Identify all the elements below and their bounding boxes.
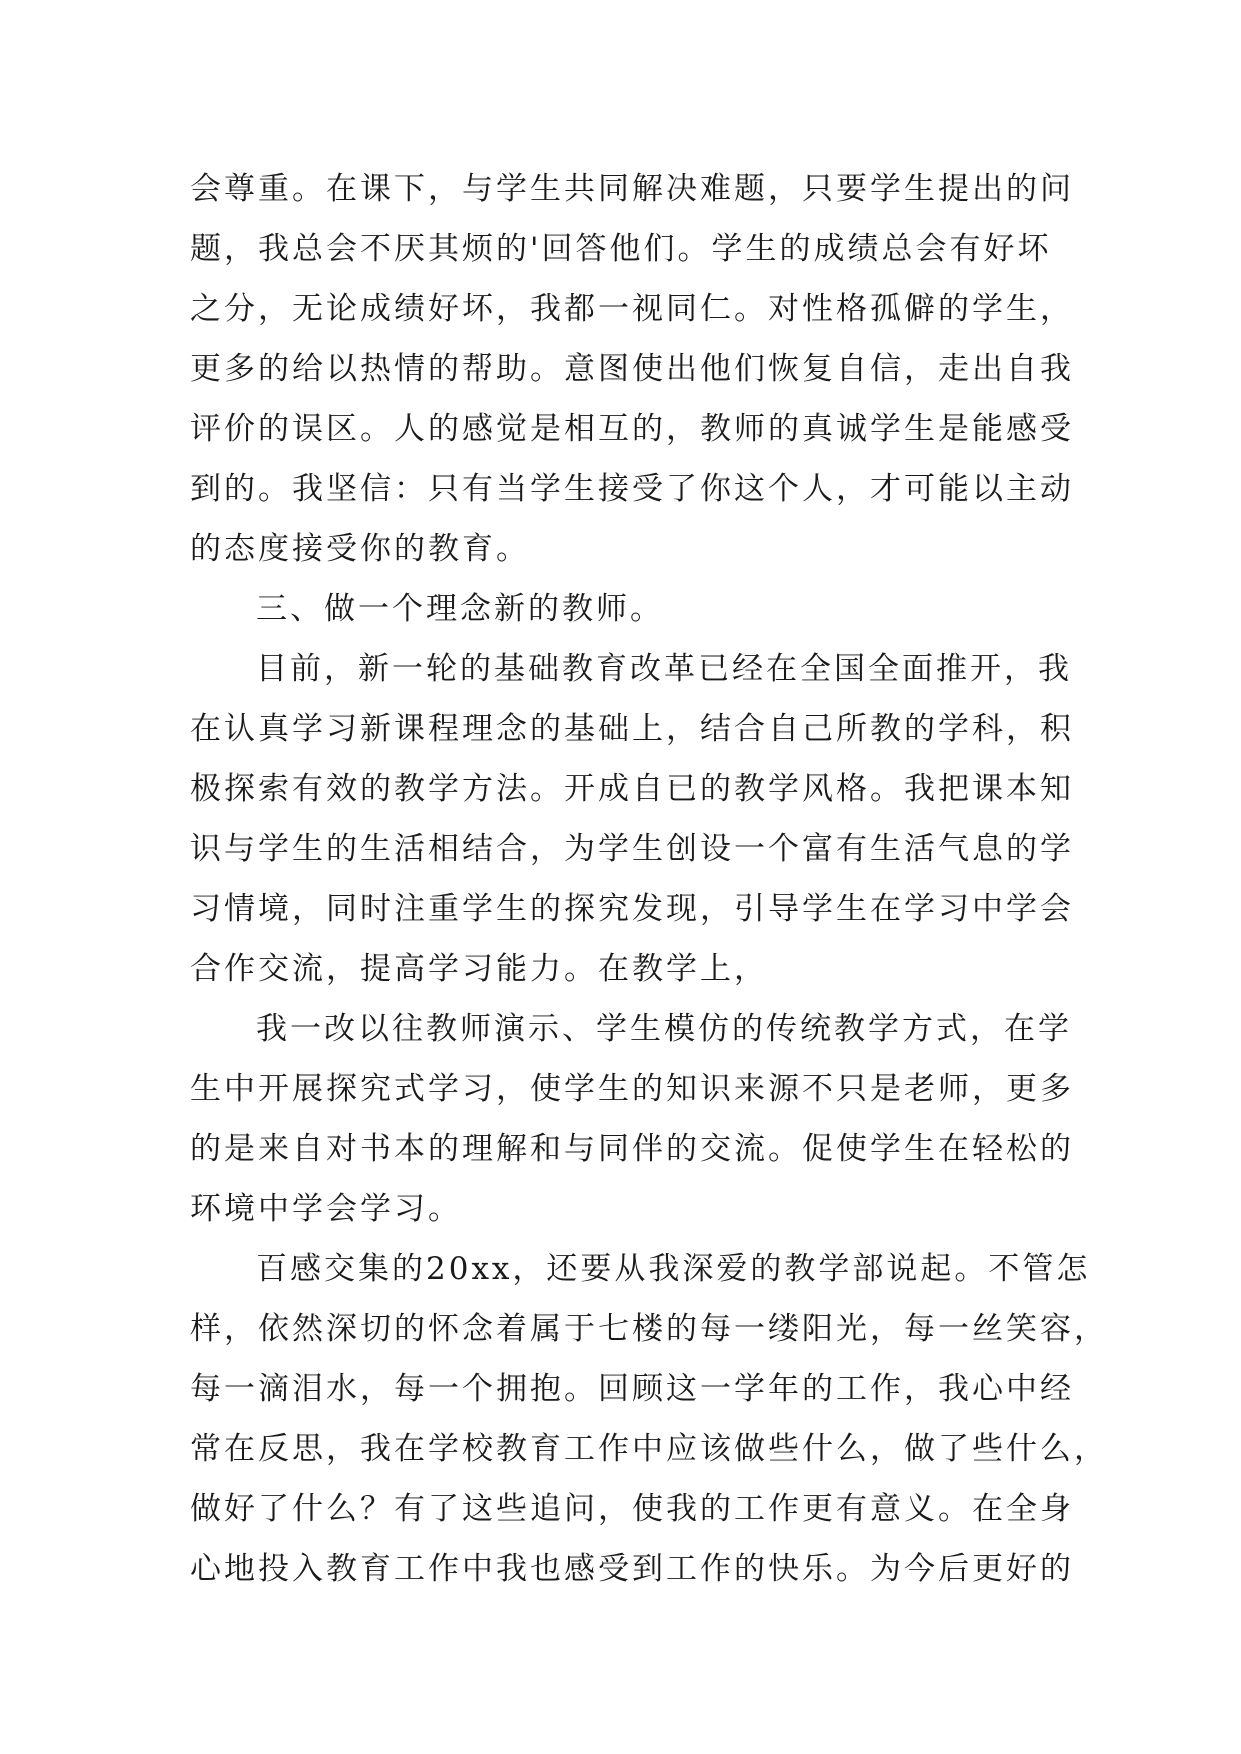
text-line: 常在反思，我在学校教育工作中应该做些什么，做了些什么， xyxy=(190,1431,1108,1467)
text-line: 三、做一个理念新的教师。 xyxy=(256,591,664,627)
text-line: 心地投入教育工作中我也感受到工作的快乐。为今后更好的 xyxy=(190,1551,1074,1587)
text-line: 我一改以往教师演示、学生模仿的传统教学方式，在学 xyxy=(256,1011,1072,1047)
text-line: 的是来自对书本的理解和与同伴的交流。促使学生在轻松的 xyxy=(190,1131,1074,1167)
text-line: 题，我总会不厌其烦的'回答他们。学生的成绩总会有好坏 xyxy=(190,231,1052,267)
text-line: 识与学生的生活相结合，为学生创设一个富有生活气息的学 xyxy=(190,831,1074,867)
text-line: 生中开展探究式学习，使学生的知识来源不只是老师，更多 xyxy=(190,1071,1074,1107)
text-line: 极探索有效的教学方法。开成自已的教学风格。我把课本知 xyxy=(190,771,1074,807)
text-line: 的态度接受你的教育。 xyxy=(190,531,530,567)
text-line: 之分，无论成绩好坏，我都一视同仁。对性格孤僻的学生， xyxy=(190,291,1074,327)
body-text xyxy=(190,159,1108,1599)
text-line: 样，依然深切的怀念着属于七楼的每一缕阳光，每一丝笑容， xyxy=(190,1311,1108,1347)
text-line: 目前，新一轮的基础教育改革已经在全国全面推开，我 xyxy=(256,651,1072,687)
text-line: 做好了什么？有了这些追问，使我的工作更有意义。在全身 xyxy=(190,1491,1074,1527)
text-line: 每一滴泪水，每一个拥抱。回顾这一学年的工作，我心中经 xyxy=(190,1371,1074,1407)
text-line: 到的。我坚信：只有当学生接受了你这个人，才可能以主动 xyxy=(190,471,1074,507)
text-line: 评价的误区。人的感觉是相互的，教师的真诚学生是能感受 xyxy=(190,411,1074,447)
text-line: 会尊重。在课下，与学生共同解决难题，只要学生提出的问 xyxy=(190,171,1074,207)
text-line: 更多的给以热情的帮助。意图使出他们恢复自信，走出自我 xyxy=(190,351,1074,387)
text-line: 百感交集的20xx，还要从我深爱的教学部说起。不管怎 xyxy=(256,1251,1091,1287)
text-line: 合作交流，提高学习能力。在教学上， xyxy=(190,951,768,987)
text-line: 习情境，同时注重学生的探究发现，引导学生在学习中学会 xyxy=(190,891,1074,927)
text-line: 在认真学习新课程理念的基础上，结合自己所教的学科，积 xyxy=(190,711,1074,747)
text-line: 环境中学会学习。 xyxy=(190,1191,462,1227)
